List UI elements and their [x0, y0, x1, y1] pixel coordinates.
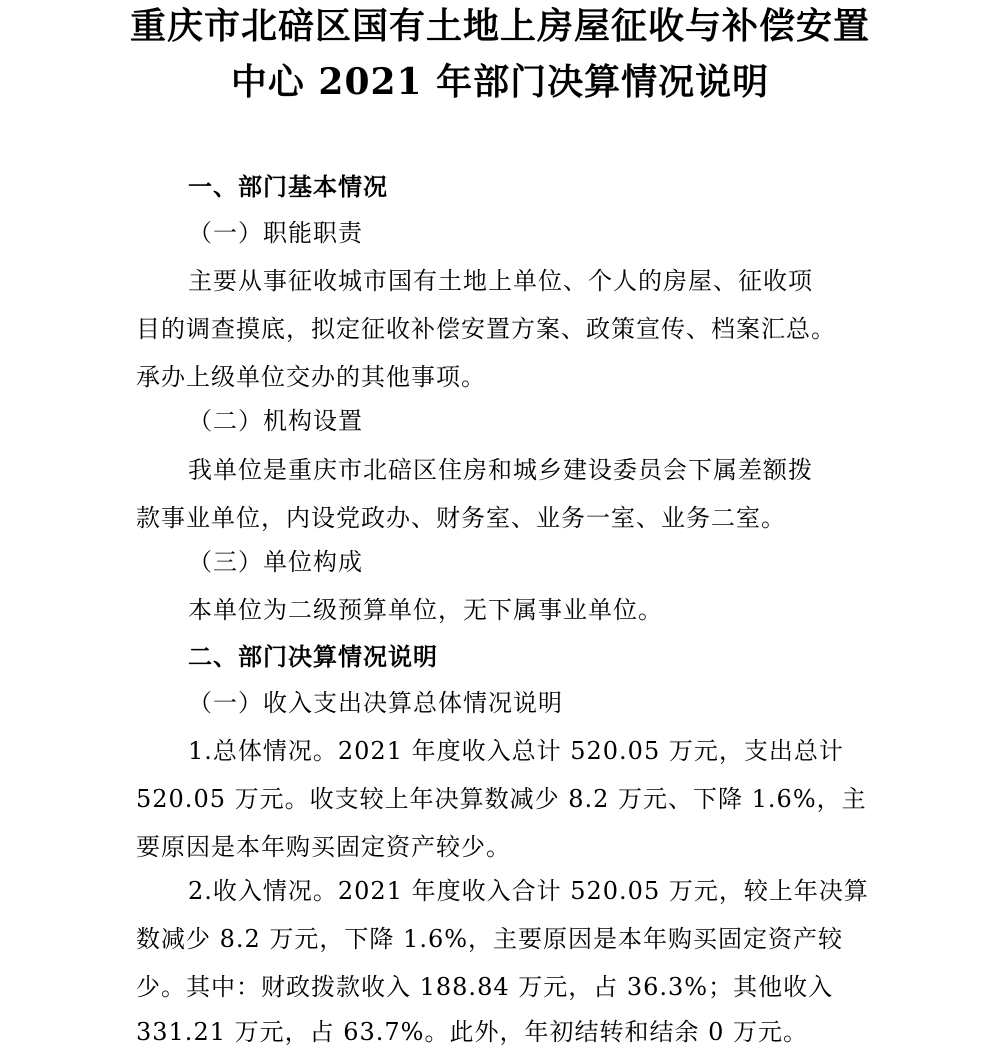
paragraph-line: 主要从事征收城市国有土地上单位、个人的房屋、征收项 [188, 267, 813, 295]
paragraph-line: 我单位是重庆市北碚区住房和城乡建设委员会下属差额拨 [188, 456, 813, 484]
subheading-organization: （二）机构设置 [188, 407, 363, 435]
paragraph-line: 1.总体情况。2021 年度收入总计 520.05 万元，支出总计 [188, 737, 844, 765]
paragraph-line: 2.收入情况。2021 年度收入合计 520.05 万元，较上年决算 [188, 877, 869, 905]
section-heading-basic-info: 一、部门基本情况 [188, 173, 388, 201]
paragraph-line: 520.05 万元。收支较上年决算数减少 8.2 万元、下降 1.6%，主 [136, 785, 867, 813]
paragraph-line: 数减少 8.2 万元，下降 1.6%，主要原因是本年购买固定资产较 [136, 925, 844, 953]
document-title-line-2: 中心 2021 年部门决算情况说明 [230, 61, 770, 103]
subheading-functions: （一）职能职责 [188, 219, 363, 247]
paragraph-line: 承办上级单位交办的其他事项。 [136, 363, 486, 391]
subheading-income-expenditure: （一）收入支出决算总体情况说明 [188, 689, 563, 717]
paragraph-line: 本单位为二级预算单位，无下属事业单位。 [188, 596, 663, 624]
section-heading-final-accounts: 二、部门决算情况说明 [188, 643, 438, 671]
paragraph-line: 331.21 万元，占 63.7%。此外，年初结转和结余 0 万元。 [136, 1018, 809, 1046]
paragraph-line: 款事业单位，内设党政办、财务室、业务一室、业务二室。 [136, 504, 786, 532]
subheading-composition: （三）单位构成 [188, 548, 363, 576]
document-title-line-1: 重庆市北碚区国有土地上房屋征收与补偿安置 [129, 5, 870, 47]
paragraph-line: 要原因是本年购买固定资产较少。 [136, 833, 511, 861]
paragraph-line: 少。其中：财政拨款收入 188.84 万元，占 36.3%；其他收入 [136, 973, 834, 1001]
paragraph-line: 目的调查摸底，拟定征收补偿安置方案、政策宣传、档案汇总。 [136, 315, 836, 343]
